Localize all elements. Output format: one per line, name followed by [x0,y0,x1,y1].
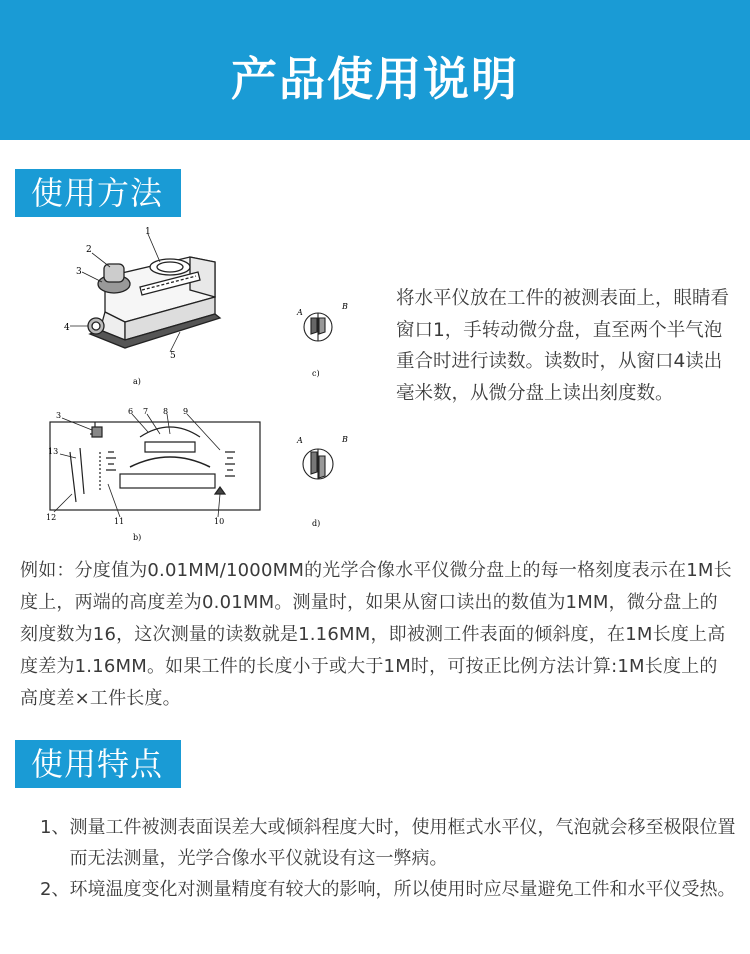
bubble-view-c [304,313,332,341]
label-3: 3 [76,267,82,277]
label-A-c: A [297,308,303,317]
label-c: c) [312,369,320,378]
label-13: 13 [48,447,59,456]
section-view-drawing [50,422,260,510]
label-B-d: B [342,435,348,444]
page-title: 产品使用说明 [231,52,519,106]
level-diagram [30,222,380,542]
item-number: 1、 [40,817,70,838]
section-title-features: 使用特点 [15,740,181,788]
header-banner [0,0,750,140]
label-d: d) [312,519,321,528]
list-item [40,874,740,905]
label-4: 4 [64,323,70,333]
bubble-view-d [303,449,333,479]
label-7: 7 [143,407,149,416]
section-title-usage: 使用方法 [15,169,181,217]
usage-example: 例如：分度值为0.01MM/1000MM的光学合像水平仪微分盘上的每一格刻度表示在1M长度上，两端的高度差为0.01MM。测量时，如果从窗口读出的数值为1MM，微分盘上的刻度数为16，这次测量的读数就是1.16MM，即被测工件表面的倾斜度，在1M长度上高度差为1.16MM。如果工件的长度小于或大于1M时，可按正比例方法计算:1M长度上的高度差×工件长度。 [20,560,732,709]
label-9: 9 [183,407,189,416]
label-6: 6 [128,407,134,416]
label-A-d: A [297,436,303,445]
label-8: 8 [163,407,169,416]
usage-description: 将水平仪放在工件的被测表面上，眼睛看窗口1，手转动微分盘，直至两个半气泡重合时进行读数。读数时，从窗口4读出毫米数，从微分盘上读出刻度数。 [396,288,730,404]
item-number: 2、 [40,879,70,900]
list-item [40,812,740,874]
label-5: 5 [170,351,176,361]
label-3b: 3 [56,411,62,420]
label-2: 2 [86,245,92,255]
label-b: b) [133,533,142,542]
item-text: 环境温度变化对测量精度有较大的影响，所以使用时应尽量避免工件和水平仪受热。 [69,879,736,900]
label-11: 11 [114,517,125,526]
level-body-drawing [88,257,220,348]
label-a: a) [133,377,141,386]
label-10: 10 [214,517,225,526]
label-1: 1 [145,227,151,237]
label-12: 12 [46,513,57,522]
item-text: 测量工件被测表面误差大或倾斜程度大时，使用框式水平仪，气泡就会移至极限位置而无法测量，光学合像水平仪就设有这一弊病。 [69,817,736,869]
features-list [40,812,740,905]
label-B-c: B [342,302,348,311]
